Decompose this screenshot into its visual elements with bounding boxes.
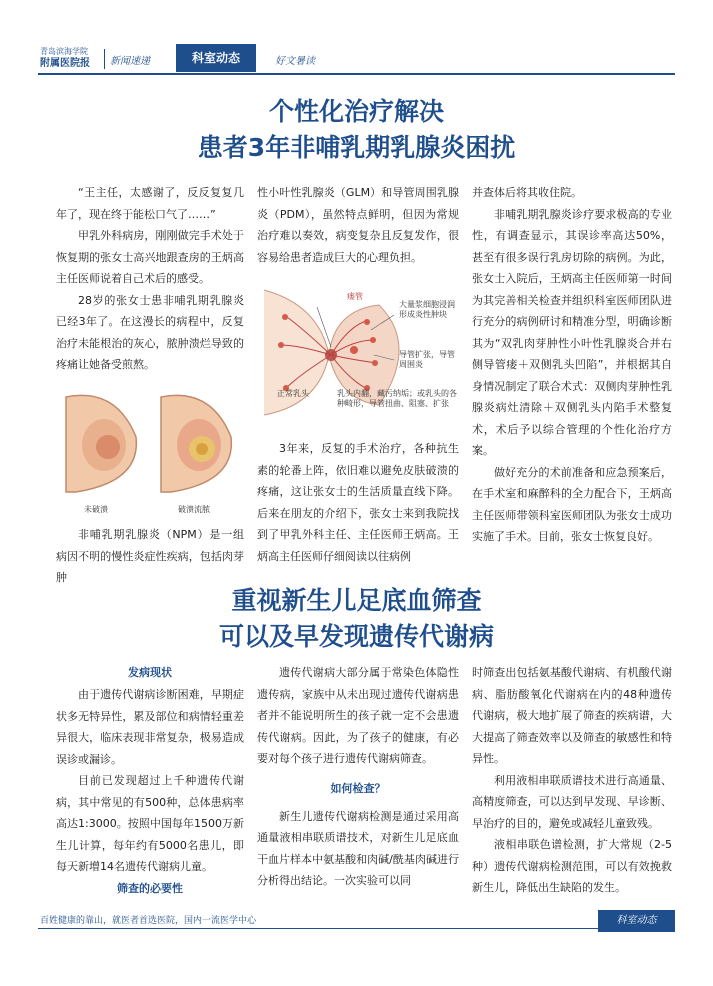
tab-news[interactable]: 新闻速递 bbox=[110, 56, 150, 67]
section-heading-status: 发病现状 bbox=[128, 666, 172, 679]
article1-column2-bottom bbox=[257, 438, 459, 567]
breast-anatomy-figure bbox=[259, 285, 459, 425]
paragraph: 甲乳外科病房，刚刚做完手术处于恢复期的张女士高兴地跟查房的王炳高主任医师说着自己术后的感受。 bbox=[56, 229, 244, 285]
label-duct-ectasia: 导管扩张，导管周围炎 bbox=[399, 350, 455, 369]
breast-illustration bbox=[56, 387, 246, 502]
paragraph: 新生儿遗传代谢病检测是通过采用高通量液相串联质谱技术，对新生儿足底血干血片样本中氨基酸和肉碱/酰基肉碱进行分析得出结论。一次实验可以同 bbox=[257, 809, 459, 887]
label-inverted-nipple: 乳头内翻，藏污纳垢；或乳头的各种畸形，导管扭曲、阻塞、扩张 bbox=[337, 389, 457, 408]
header-rule bbox=[38, 73, 675, 75]
paragraph: 利用液相串联质谱技术进行高通量、高精度筛查，可以达到早发现、早诊断、早治疗的目的，避免或减轻儿童致残。 bbox=[472, 773, 672, 830]
brand-line1: 青岛滨海学院 bbox=[40, 47, 88, 56]
footer-rule bbox=[38, 928, 613, 929]
article2-title bbox=[0, 583, 713, 655]
footer-slogan: 百姓健康的靠山，就医者首选医院，国内一流医学中心 bbox=[40, 916, 257, 926]
paragraph: “王主任，太感谢了，反反复复几年了，现在终于能松口气了……” bbox=[56, 186, 244, 221]
article1-title-line2: 患者3年非哺乳期乳腺炎困扰 bbox=[197, 133, 516, 162]
paragraph: 28岁的张女士患非哺乳期乳腺炎已经3年了。在这漫长的病程中，反复治疗未能根治的灰心，脓肿溃烂导致的疼痛让她备受煎熬。 bbox=[56, 293, 244, 371]
article1-column2-top bbox=[257, 182, 459, 268]
page-header bbox=[0, 44, 713, 74]
article2-column2 bbox=[257, 662, 459, 892]
article2-column1 bbox=[56, 662, 244, 900]
footer-section-badge: 科室动态 bbox=[598, 910, 675, 932]
paragraph: 非哺乳期乳腺炎（NPM）是一组病因不明的慢性炎症性疾病，包括肉芽肿 bbox=[56, 528, 244, 584]
article1-title bbox=[0, 94, 713, 166]
label-inflammatory-mass: 大量浆细胞浸润形成炎性肿块 bbox=[399, 300, 455, 319]
paragraph: 性小叶性乳腺炎（GLM）和导管周围乳腺炎（PDM），虽然特点鲜明，但因为常规治疗难以奏效，病变复杂且反复发作，很容易给患者造成巨大的心理负担。 bbox=[257, 186, 459, 264]
paragraph: 液相串联色谱检测，扩大常规（2-5种）遗传代谢病检测范围，可以有效挽救新生儿，降低出生缺陷的发生。 bbox=[472, 838, 672, 894]
article2-title-line1: 重视新生儿足底血筛查 bbox=[231, 586, 482, 615]
article1-title-line1: 个性化治疗解决 bbox=[268, 97, 444, 126]
caption-ruptured: 破溃流脓 bbox=[178, 505, 210, 514]
article1-column1-continued bbox=[56, 524, 244, 589]
article1-column3 bbox=[472, 182, 672, 548]
paragraph: 3年来，反复的手术治疗，各种抗生素的轮番上阵，依旧难以避免皮肤破溃的疼痛，这让张女士的生活质量直线下降。后来在朋友的介绍下，张女士来到我院找到了甲乳外科主任、主任医师王炳高。王炳高主任医师仔细阅读以往病例 bbox=[257, 442, 459, 563]
paragraph: 并查体后将其收住院。 bbox=[472, 186, 582, 199]
paragraph: 做好充分的术前准备和应急预案后，在手术室和麻醉科的全力配合下，王炳高主任医师带领科室医师团队为张女士成功实施了手术。目前，张女士恢复良好。 bbox=[472, 465, 672, 543]
section-heading-necessity: 筛查的必要性 bbox=[117, 881, 183, 895]
label-fistula: 瘘管 bbox=[347, 292, 363, 301]
newspaper-brand bbox=[40, 47, 104, 70]
section-heading-how: 如何检查？ bbox=[330, 781, 386, 795]
page-footer bbox=[0, 910, 713, 936]
label-normal-nipple: 正常乳头 bbox=[277, 389, 309, 398]
breast-inflammation-figure bbox=[56, 387, 246, 517]
article2-column3 bbox=[472, 662, 672, 899]
caption-unruptured: 未破溃 bbox=[84, 505, 108, 514]
paragraph: 由于遗传代谢病诊断困难，早期症状多无特异性，累及部位和病情轻重差异很大，临床表现非常复杂，极易造成误诊或漏诊。 bbox=[56, 688, 244, 766]
tab-department-news[interactable]: 科室动态 bbox=[176, 44, 256, 72]
article1-column1 bbox=[56, 182, 244, 376]
paragraph: 遗传代谢病大部分属于常染色体隐性遗传病，家族中从未出现过遗传代谢病患者并不能说明所生的孩子就一定不会患遗传代谢病。因此，为了孩子的健康，有必要对每个孩子进行遗传代谢病筛查。 bbox=[257, 666, 459, 765]
paragraph: 时筛查出包括氨基酸代谢病、有机酸代谢病、脂肪酸氧化代谢病在内的48种遗传代谢病，极大地扩展了筛查的疾病谱，大大提高了筛查效率以及筛查的敏感性和特异性。 bbox=[472, 666, 672, 765]
tab-reading[interactable]: 好文暑读 bbox=[275, 56, 315, 67]
header-divider bbox=[104, 49, 105, 69]
paragraph: 目前已发现超过上千种遗传代谢病，其中常见的有500种，总体患病率高达1:3000。按照中国每年1500万新生儿计算，每年约有5000名患儿，即每天新增14名遗传代谢病儿童。 bbox=[56, 774, 244, 873]
article2-title-line2: 可以及早发现遗传代谢病 bbox=[218, 622, 494, 651]
brand-line2: 附属医院报 bbox=[40, 58, 90, 69]
paragraph: 非哺乳期乳腺炎诊疗要求极高的专业性，有调查显示，其误诊率高达50%，甚至有很多误行乳房切除的病例。为此，张女士入院后，王炳高主任医师第一时间为其完善相关检查并组织科室医师团队进行充分的病例研讨和精准分型，明确诊断其为“双乳肉芽肿性小叶性乳腺炎合并右侧导管瘘＋双侧乳头凹陷”，并根据其自身情况制定了联合术式：双侧肉芽肿性乳腺炎病灶清除＋双侧乳头内陷手术整复术，术后予以综合管理的个性化治疗方案。 bbox=[472, 207, 672, 457]
